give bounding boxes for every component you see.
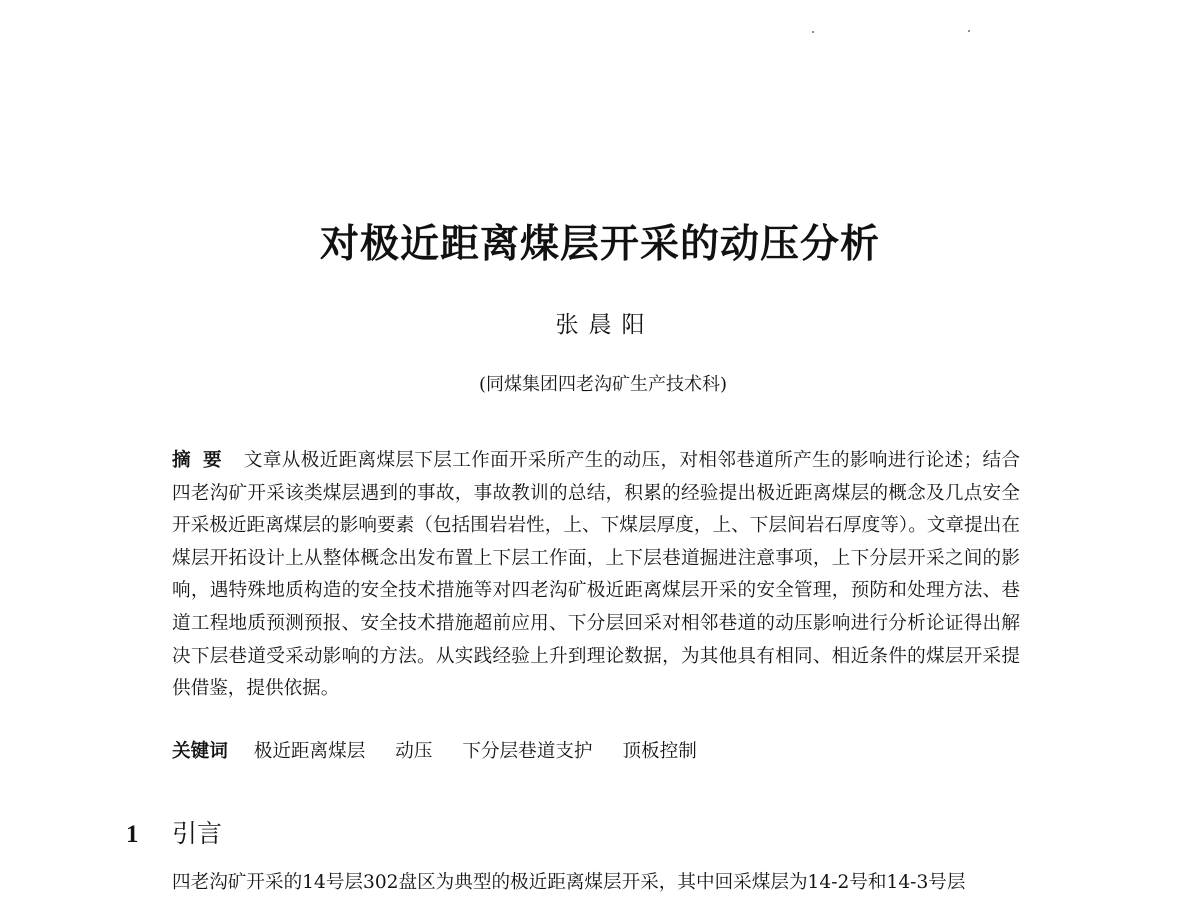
keywords-label: 关键词 <box>172 741 228 762</box>
keywords-line <box>172 736 1032 768</box>
keyword-item: 动压 <box>395 741 433 762</box>
keyword-item: 下分层巷道支护 <box>462 741 593 762</box>
abstract-label: 摘要 <box>172 450 234 471</box>
section-title: 引言 <box>172 819 223 848</box>
section-heading <box>126 815 222 854</box>
keyword-item: 极近距离煤层 <box>253 741 366 762</box>
keyword-item: 顶板控制 <box>622 741 697 762</box>
author-name: 张晨阳 <box>555 312 655 338</box>
scan-speck <box>812 31 814 33</box>
abstract-text: 文章从极近距离煤层下层工作面开采所产生的动压，对相邻巷道所产生的影响进行论述；结合四老沟矿开采该类煤层遇到的事故，事故教训的总结，积累的经验提出极近距离煤层的概念及几点安全开采极近距离煤层的影响要素（包括围岩岩性，上、下煤层厚度，上、下层间岩石厚度等）。文章提出在煤层开拓设计上从整体概念出发布置上下层工作面，上下层巷道掘进注意事项，上下分层开采之间的影响，遇特殊地质构造的安全技术措施等对四老沟矿极近距离煤层开采的安全管理，预防和处理方法、巷道工程地质预测预报、安全技术措施超前应用、下分层回采对相邻巷道的动压影响进行分析论证得出解决下层巷道受采动影响的方法。从实践经验上升到理论数据，为其他具有相同、相近条件的煤层开采提供借鉴，提供依据。 <box>172 450 1020 700</box>
body-text-line: 四老沟矿开采的14号层302盘区为典型的极近距离煤层开采，其中回采煤层为14-2号和14-3号层 <box>172 872 966 893</box>
scan-speck <box>968 30 970 32</box>
paper-title: 对极近距离煤层开采的动压分析 <box>319 221 880 267</box>
author-affiliation: (同煤集团四老沟矿生产技术科) <box>478 374 728 395</box>
abstract-block <box>172 445 1020 706</box>
section-number: 1 <box>126 821 139 848</box>
